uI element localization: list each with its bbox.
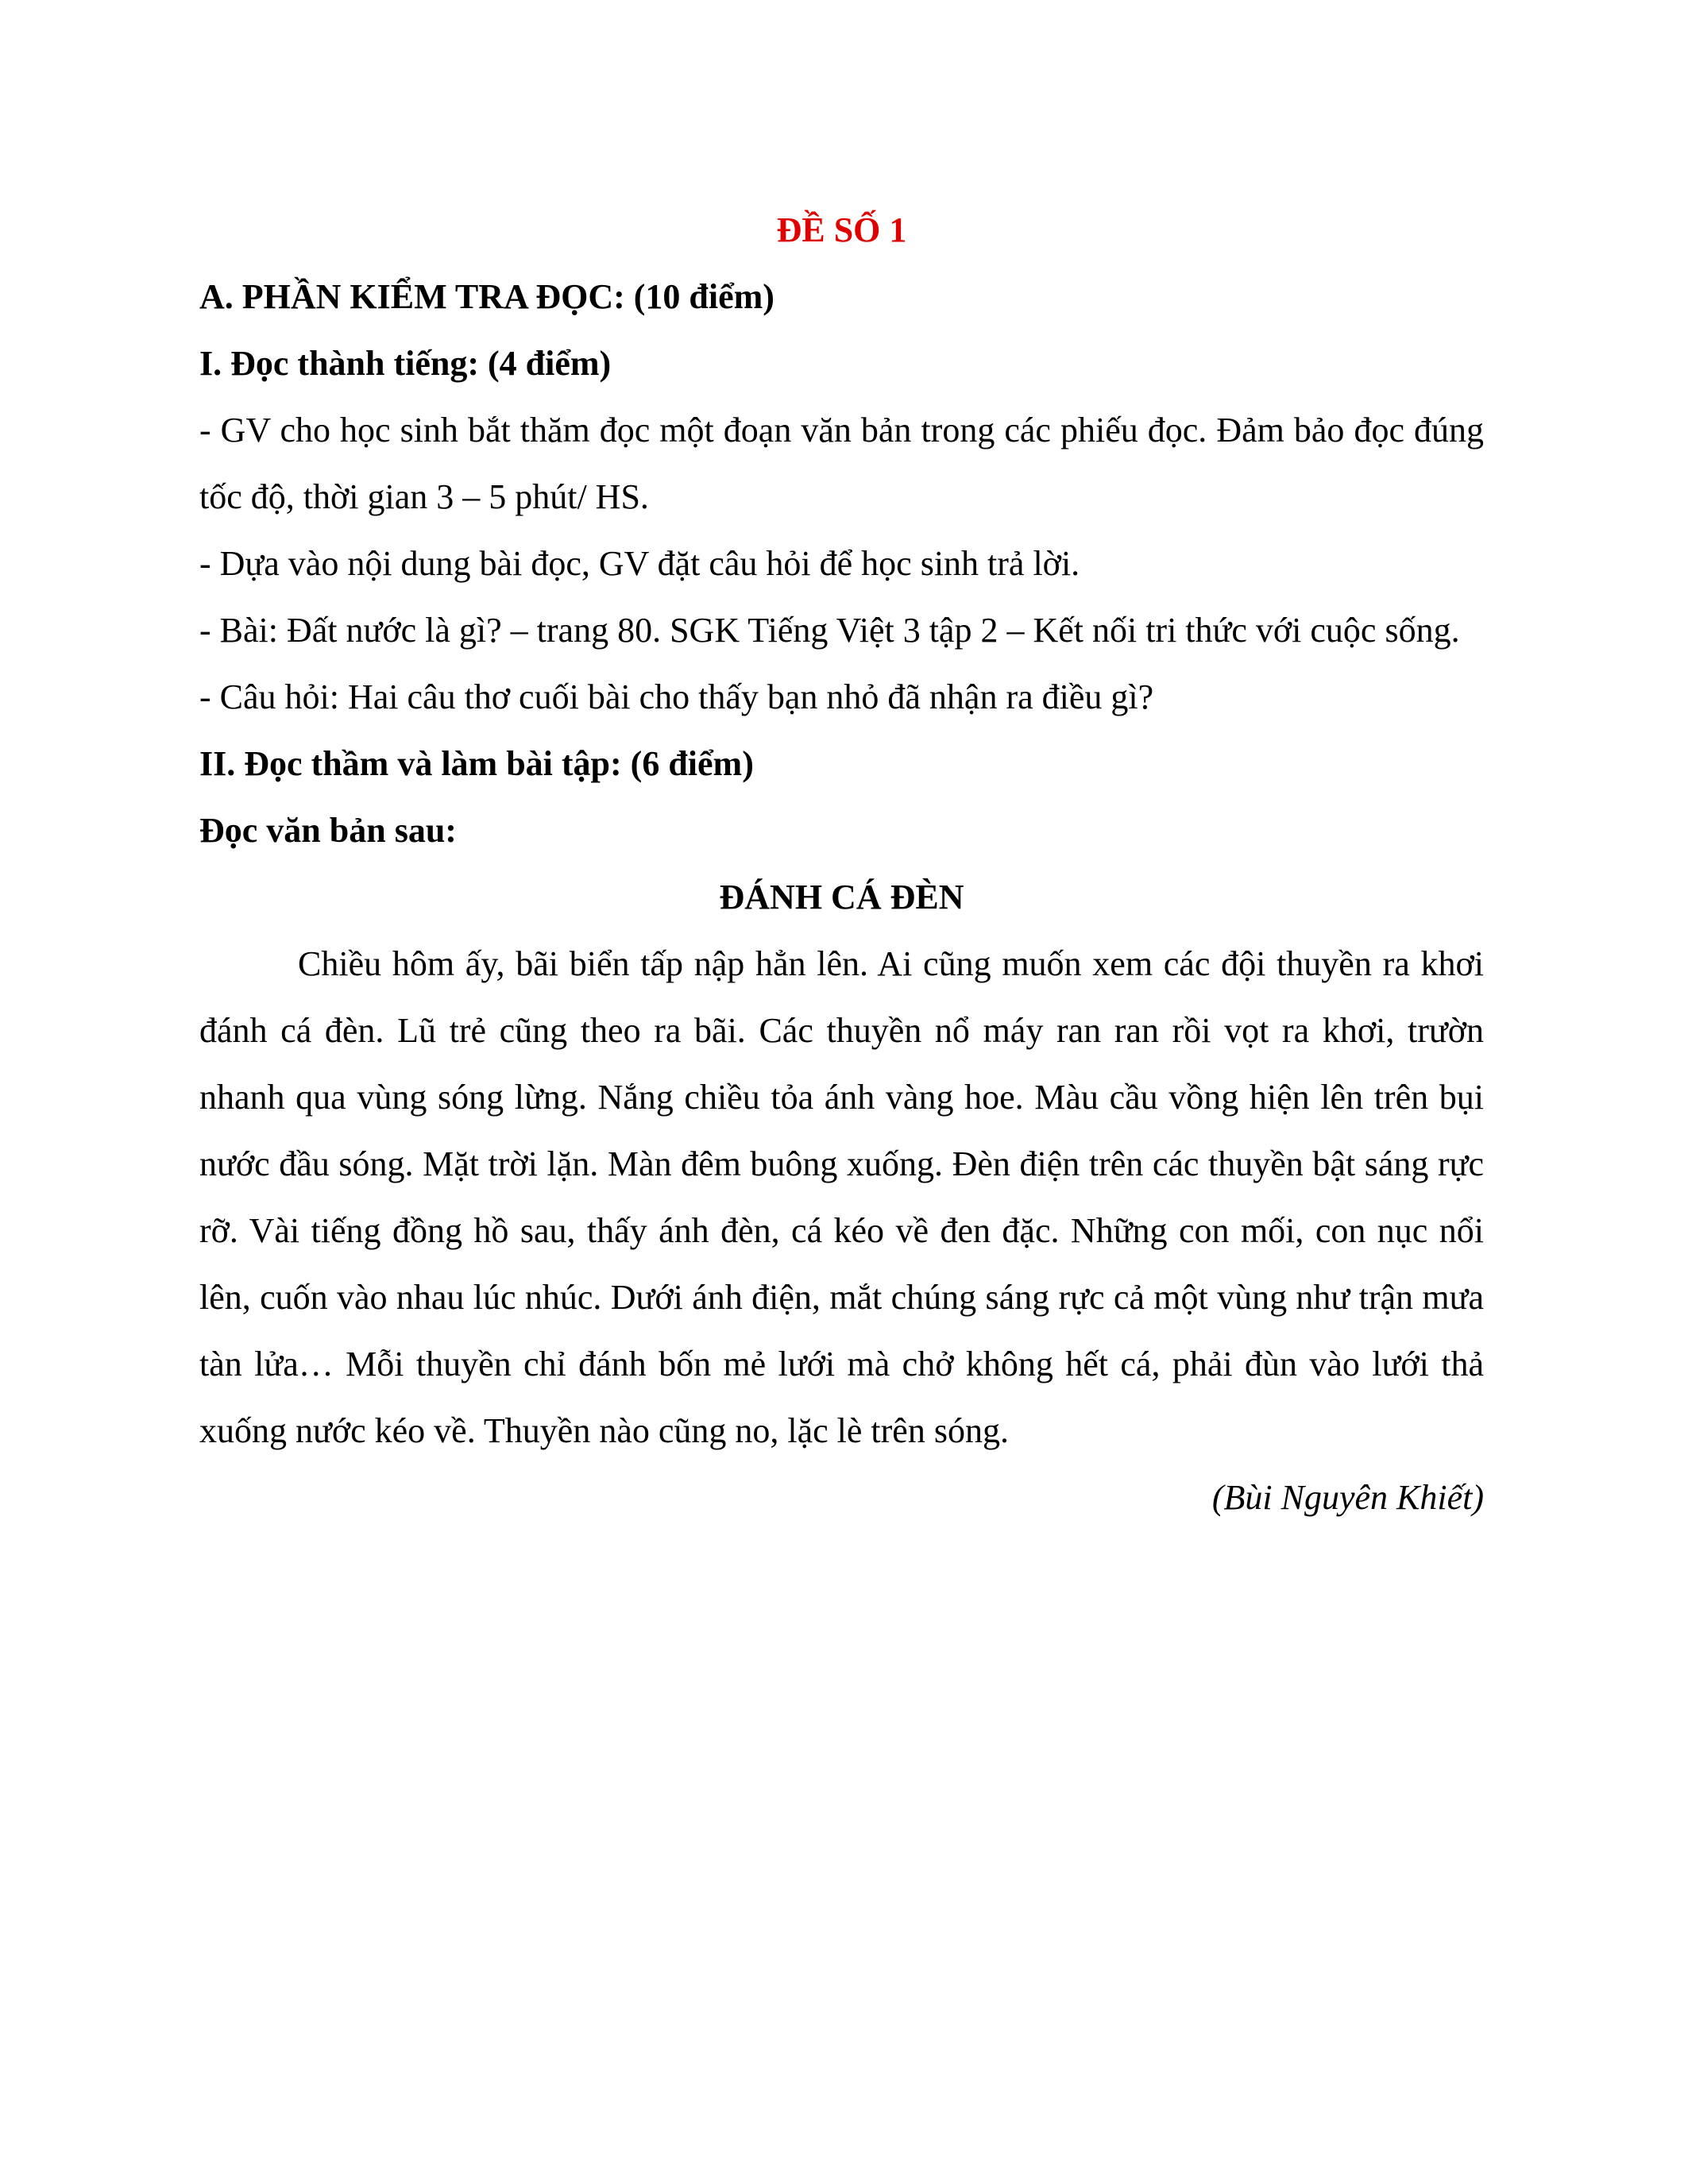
story-title: ĐÁNH CÁ ĐÈN xyxy=(719,878,964,916)
section-a-heading: A. PHẦN KIỂM TRA ĐỌC: (10 điểm) xyxy=(199,277,774,316)
story-body: Chiều hôm ấy, bãi biển tấp nập hẳn lên. Ai cũng muốn xem các đội thuyền ra khơi đánh cá đèn. Lũ trẻ cũng theo ra bãi. Các thuyền nổ máy ran ran rồi vọt ra khơi, trườn nhanh qua vùng sóng lừng. Nắng chiều tỏa ánh vàng hoe. Màu cầu vồng hiện lên trên bụi nước đầu sóng. Mặt trời lặn. Màn đêm buông xuống. Đèn điện trên các thuyền bật sáng rực rỡ. Vài tiếng đồng hồ sau, thấy ánh đèn, cá kéo về đen đặc. Những con mối, con nục nổi lên, cuốn vào nhau lúc nhúc. Dưới ánh điện, mắt chúng sáng rực cả một vùng như trận mưa tàn lửa… Mỗi thuyền chỉ đánh bốn mẻ lưới mà chở không hết cá, phải đùn vào lưới thả xuống nước kéo về. Thuyền nào cũng no, lặc lè trên sóng. xyxy=(199,944,1484,1450)
part2-heading: II. Đọc thầm và làm bài tập: (6 điểm) xyxy=(199,744,754,783)
part1-line-3: - Bài: Đất nước là gì? – trang 80. SGK Tiếng Việt 3 tập 2 – Kết nối tri thức với cuộc sống. xyxy=(199,611,1460,650)
part1-line-1: - GV cho học sinh bắt thăm đọc một đoạn văn bản trong các phiếu đọc. Đảm bảo đọc đúng tốc độ, thời gian 3 – 5 phút/ HS. xyxy=(199,411,1484,516)
part1-heading: I. Đọc thành tiếng: (4 điểm) xyxy=(199,344,612,383)
story-author: (Bùi Nguyên Khiết) xyxy=(1211,1478,1484,1517)
part1-line-2: - Dựa vào nội dung bài đọc, GV đặt câu hỏi để học sinh trả lời. xyxy=(199,544,1080,583)
part2-instruction: Đọc văn bản sau: xyxy=(199,811,457,850)
part1-line-4: - Câu hỏi: Hai câu thơ cuối bài cho thấy bạn nhỏ đã nhận ra điều gì? xyxy=(199,677,1154,716)
exam-page xyxy=(199,197,1484,1531)
exam-number-title: ĐỀ SỐ 1 xyxy=(776,210,907,249)
